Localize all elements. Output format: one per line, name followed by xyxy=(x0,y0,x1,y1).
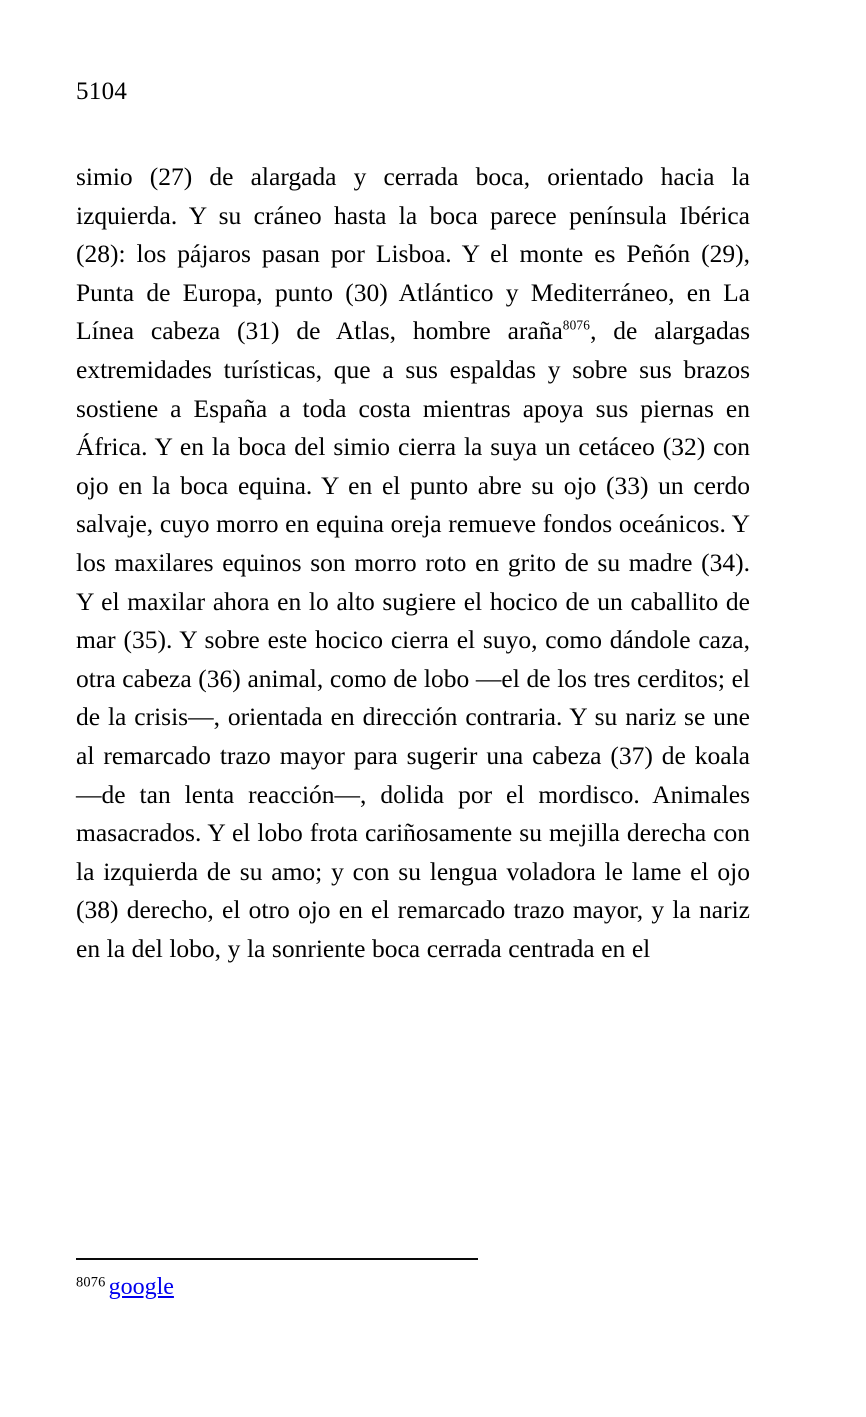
page-number: 5104 xyxy=(76,78,128,105)
footnote-link-google[interactable]: google xyxy=(108,1274,174,1300)
body-text-segment-before-footnote-ref: simio (27) de alargada y cerrada boca, orientado hacia la izquierda. Y su cráneo hasta la boca parece península Ibérica (28): los pájaros pasan por Lisboa. Y el monte es Peñón (29), Punta de Europa, punto (30) Atlántico y Mediterráneo, en La Línea cabeza (31) de Atlas, hombre araña xyxy=(76,162,750,346)
footnote-area xyxy=(76,1258,750,1303)
footnote-item xyxy=(76,1272,750,1303)
footnote-list xyxy=(76,1272,750,1303)
body-text-segment-after-footnote-ref: , de alargadas extremidades turísticas, que a sus espaldas y sobre sus brazos sostiene a España a toda costa mientras apoya sus piernas en África. Y en la boca del simio cierra la suya un cetáceo (32) con ojo en la boca equina. Y en el punto abre su ojo (33) un cerdo salvaje, cuyo morro en equina oreja remueve fondos oceánicos. Y los maxilares equinos son morro roto en grito de su madre (34). Y el maxilar ahora en lo alto sugiere el hocico de un caballito de mar (35). Y sobre este hocico cierra el suyo, como dándole caza, otra cabeza (36) animal, como de lobo —el de los tres cerditos; el de la crisis—, orientada en dirección contraria. Y su nariz se une al remarcado trazo mayor para sugerir una cabeza (37) de koala —de tan lenta reacción—, dolida por el mordisco. Animales masacrados. Y el lobo frota cariñosamente su mejilla derecha con la izquierda de su amo; y con su lengua voladora le lame el ojo (38) derecho, el otro ojo en el remarcado trazo mayor, y la nariz en la del lobo, y la sonriente boca cerrada centrada en el xyxy=(76,316,750,963)
footnote-reference-marker[interactable]: 8076 xyxy=(562,317,591,333)
footnote-number: 8076 xyxy=(76,1274,106,1291)
footnote-separator-rule xyxy=(76,1258,478,1260)
body-paragraph xyxy=(76,158,750,968)
body-text-column xyxy=(76,158,750,968)
